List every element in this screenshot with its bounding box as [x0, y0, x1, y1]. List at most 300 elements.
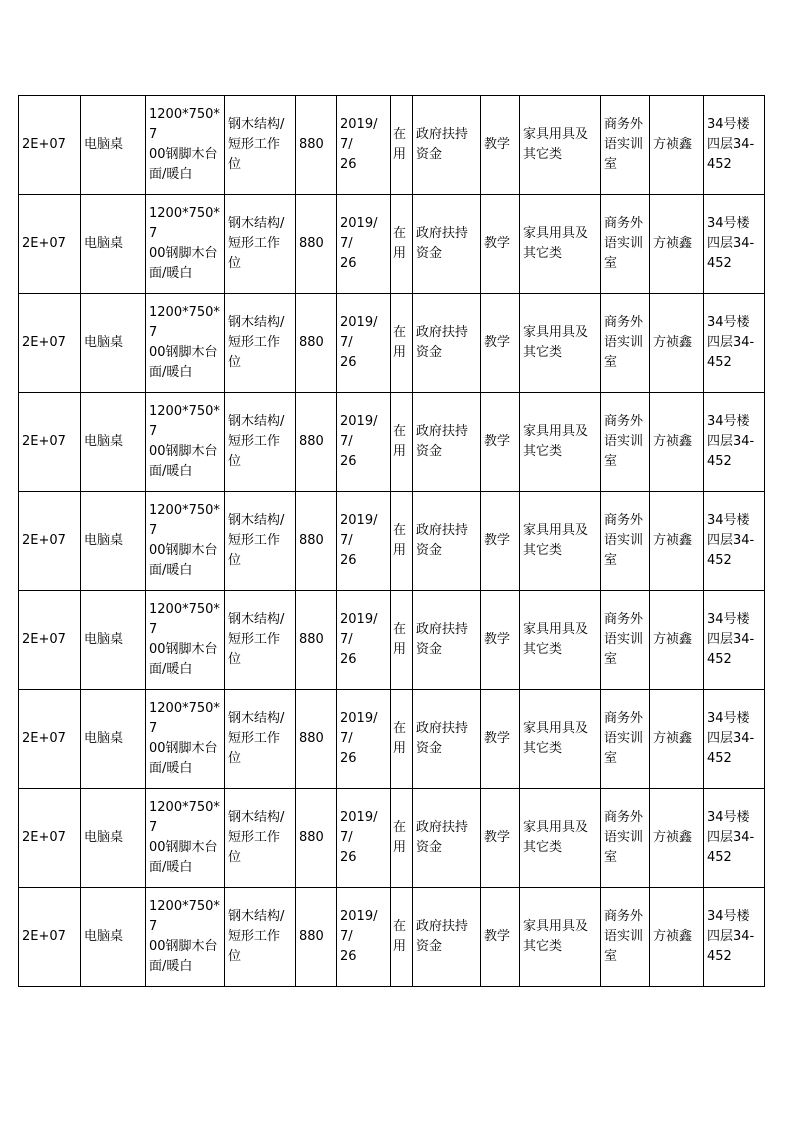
usage-status-cell-line: 用: [393, 939, 407, 954]
specification-cell-line: 00钢脚木台: [149, 642, 218, 657]
location-cell-line: 四层34-: [707, 632, 755, 647]
specification-cell-line: 1200*750*7: [149, 404, 220, 439]
funding-source-cell: [413, 690, 481, 789]
funding-source-cell-line: 政府扶持: [416, 523, 469, 538]
asset-name-cell: 电脑桌: [81, 96, 146, 195]
funding-source-cell-line: 政府扶持: [416, 226, 469, 241]
funding-source-cell: [413, 591, 481, 690]
model-cell-line: 位: [228, 454, 242, 469]
acquisition-date-cell-line: 26: [340, 454, 357, 469]
funding-source-cell-line: 资金: [416, 147, 443, 162]
custodian-cell: 方祯鑫: [650, 888, 704, 987]
department-cell-line: 室: [604, 949, 618, 964]
specification-cell-line: 1200*750*7: [149, 305, 220, 340]
location-cell: [704, 393, 765, 492]
usage-status-cell-line: 用: [393, 543, 407, 558]
department-cell-line: 商务外: [604, 612, 644, 627]
usage-status-cell-line: 在: [393, 424, 407, 439]
custodian-cell: 方祯鑫: [650, 591, 704, 690]
specification-cell-line: 面/暖白: [149, 860, 193, 875]
asset-name-cell: 电脑桌: [81, 195, 146, 294]
usage-status-cell: [391, 195, 413, 294]
department-cell-line: 语实训: [604, 335, 644, 350]
acquisition-date-cell-line: 2019/7/: [340, 711, 378, 746]
funding-source-cell-line: 资金: [416, 840, 443, 855]
specification-cell-line: 00钢脚木台: [149, 345, 218, 360]
specification-cell-line: 面/暖白: [149, 464, 193, 479]
funding-source-cell: [413, 195, 481, 294]
acquisition-date-cell-line: 26: [340, 355, 357, 370]
location-cell-line: 四层34-: [707, 929, 755, 944]
usage-status-cell-line: 在: [393, 820, 407, 835]
usage-status-cell: [391, 690, 413, 789]
acquisition-date-cell-line: 2019/7/: [340, 414, 378, 449]
funding-source-cell: [413, 492, 481, 591]
location-cell-line: 四层34-: [707, 434, 755, 449]
model-cell-line: 钢木结构/: [228, 117, 285, 132]
usage-status-cell-line: 用: [393, 840, 407, 855]
model-cell: [225, 294, 296, 393]
table-body: [19, 96, 765, 987]
category-cell-line: 家具用具及: [523, 424, 589, 439]
location-cell-line: 四层34-: [707, 830, 755, 845]
usage-status-cell-line: 在: [393, 721, 407, 736]
location-cell-line: 452: [707, 553, 732, 568]
location-cell: [704, 96, 765, 195]
location-cell-line: 452: [707, 751, 732, 766]
usage-direction-cell: 教学: [481, 492, 520, 591]
usage-status-cell-line: 用: [393, 345, 407, 360]
specification-cell: [146, 294, 225, 393]
usage-direction-cell: 教学: [481, 789, 520, 888]
acquisition-date-cell: [337, 294, 391, 393]
location-cell-line: 34号楼: [707, 216, 750, 231]
specification-cell-line: 面/暖白: [149, 761, 193, 776]
usage-status-cell: [391, 96, 413, 195]
acquisition-date-cell: [337, 393, 391, 492]
acquisition-date-cell-line: 2019/7/: [340, 513, 378, 548]
category-cell-line: 其它类: [523, 246, 563, 261]
department-cell: [601, 96, 650, 195]
category-cell-line: 其它类: [523, 543, 563, 558]
unit-price-cell: 880: [296, 96, 337, 195]
table-row: [19, 690, 765, 789]
funding-source-cell: [413, 96, 481, 195]
location-cell-line: 452: [707, 454, 732, 469]
usage-status-cell: [391, 492, 413, 591]
funding-source-cell-line: 政府扶持: [416, 820, 469, 835]
department-cell-line: 语实训: [604, 434, 644, 449]
unit-price-cell: 880: [296, 492, 337, 591]
acquisition-date-cell-line: 26: [340, 949, 357, 964]
location-cell-line: 34号楼: [707, 513, 750, 528]
location-cell-line: 四层34-: [707, 335, 755, 350]
location-cell: [704, 690, 765, 789]
acquisition-date-cell: [337, 96, 391, 195]
model-cell: [225, 591, 296, 690]
model-cell-line: 位: [228, 949, 242, 964]
custodian-cell: 方祯鑫: [650, 789, 704, 888]
custodian-cell: 方祯鑫: [650, 96, 704, 195]
model-cell: [225, 393, 296, 492]
department-cell: [601, 591, 650, 690]
table-row: [19, 591, 765, 690]
usage-status-cell-line: 在: [393, 127, 407, 142]
model-cell: [225, 690, 296, 789]
location-cell-line: 34号楼: [707, 810, 750, 825]
asset-name-cell: 电脑桌: [81, 294, 146, 393]
acquisition-date-cell-line: 26: [340, 157, 357, 172]
funding-source-cell-line: 资金: [416, 345, 443, 360]
department-cell-line: 商务外: [604, 216, 644, 231]
model-cell-line: 短形工作: [228, 434, 281, 449]
department-cell-line: 室: [604, 751, 618, 766]
department-cell-line: 商务外: [604, 810, 644, 825]
acquisition-date-cell: [337, 492, 391, 591]
acquisition-date-cell: [337, 591, 391, 690]
location-cell: [704, 195, 765, 294]
asset-code-cell: 2E+07: [19, 492, 81, 591]
location-cell-line: 452: [707, 652, 732, 667]
acquisition-date-cell-line: 2019/7/: [340, 117, 378, 152]
category-cell-line: 其它类: [523, 147, 563, 162]
funding-source-cell-line: 资金: [416, 246, 443, 261]
model-cell-line: 钢木结构/: [228, 612, 285, 627]
unit-price-cell: 880: [296, 591, 337, 690]
specification-cell-line: 00钢脚木台: [149, 840, 218, 855]
funding-source-cell-line: 政府扶持: [416, 919, 469, 934]
model-cell-line: 位: [228, 751, 242, 766]
department-cell-line: 语实训: [604, 731, 644, 746]
category-cell: [520, 690, 601, 789]
model-cell: [225, 888, 296, 987]
specification-cell-line: 00钢脚木台: [149, 444, 218, 459]
asset-code-cell: 2E+07: [19, 591, 81, 690]
department-cell-line: 室: [604, 157, 618, 172]
asset-name-cell: 电脑桌: [81, 393, 146, 492]
usage-status-cell: [391, 294, 413, 393]
usage-status-cell: [391, 789, 413, 888]
department-cell-line: 室: [604, 553, 618, 568]
location-cell-line: 34号楼: [707, 315, 750, 330]
department-cell: [601, 393, 650, 492]
model-cell-line: 位: [228, 652, 242, 667]
model-cell-line: 位: [228, 850, 242, 865]
category-cell: [520, 195, 601, 294]
asset-name-cell: 电脑桌: [81, 789, 146, 888]
department-cell-line: 商务外: [604, 909, 644, 924]
usage-status-cell: [391, 393, 413, 492]
model-cell-line: 钢木结构/: [228, 315, 285, 330]
location-cell: [704, 294, 765, 393]
model-cell-line: 钢木结构/: [228, 414, 285, 429]
category-cell: [520, 888, 601, 987]
funding-source-cell-line: 资金: [416, 939, 443, 954]
category-cell: [520, 789, 601, 888]
usage-status-cell-line: 在: [393, 622, 407, 637]
location-cell-line: 34号楼: [707, 612, 750, 627]
funding-source-cell-line: 政府扶持: [416, 325, 469, 340]
model-cell-line: 位: [228, 256, 242, 271]
usage-direction-cell: 教学: [481, 195, 520, 294]
department-cell-line: 商务外: [604, 513, 644, 528]
usage-status-cell-line: 用: [393, 642, 407, 657]
asset-code-cell: 2E+07: [19, 690, 81, 789]
specification-cell-line: 面/暖白: [149, 563, 193, 578]
model-cell-line: 钢木结构/: [228, 810, 285, 825]
custodian-cell: 方祯鑫: [650, 294, 704, 393]
specification-cell-line: 1200*750*7: [149, 503, 220, 538]
usage-direction-cell: 教学: [481, 591, 520, 690]
custodian-cell: 方祯鑫: [650, 690, 704, 789]
table-row: [19, 294, 765, 393]
funding-source-cell: [413, 294, 481, 393]
department-cell-line: 商务外: [604, 315, 644, 330]
acquisition-date-cell-line: 2019/7/: [340, 612, 378, 647]
location-cell-line: 四层34-: [707, 236, 755, 251]
department-cell-line: 语实训: [604, 632, 644, 647]
funding-source-cell-line: 资金: [416, 543, 443, 558]
model-cell-line: 钢木结构/: [228, 711, 285, 726]
unit-price-cell: 880: [296, 789, 337, 888]
location-cell: [704, 492, 765, 591]
model-cell: [225, 789, 296, 888]
location-cell-line: 452: [707, 850, 732, 865]
usage-status-cell-line: 在: [393, 523, 407, 538]
department-cell-line: 商务外: [604, 117, 644, 132]
usage-direction-cell: 教学: [481, 690, 520, 789]
category-cell-line: 家具用具及: [523, 721, 589, 736]
category-cell-line: 家具用具及: [523, 820, 589, 835]
acquisition-date-cell-line: 2019/7/: [340, 810, 378, 845]
category-cell-line: 其它类: [523, 741, 563, 756]
category-cell-line: 其它类: [523, 444, 563, 459]
location-cell-line: 34号楼: [707, 909, 750, 924]
asset-code-cell: 2E+07: [19, 888, 81, 987]
funding-source-cell-line: 政府扶持: [416, 622, 469, 637]
specification-cell-line: 面/暖白: [149, 365, 193, 380]
asset-name-cell: 电脑桌: [81, 591, 146, 690]
category-cell-line: 家具用具及: [523, 523, 589, 538]
department-cell-line: 室: [604, 454, 618, 469]
asset-table: [18, 95, 765, 987]
model-cell-line: 钢木结构/: [228, 216, 285, 231]
funding-source-cell-line: 政府扶持: [416, 127, 469, 142]
usage-status-cell-line: 在: [393, 919, 407, 934]
table-row: [19, 96, 765, 195]
acquisition-date-cell-line: 26: [340, 850, 357, 865]
specification-cell: [146, 690, 225, 789]
department-cell-line: 室: [604, 355, 618, 370]
specification-cell-line: 00钢脚木台: [149, 741, 218, 756]
model-cell-line: 短形工作: [228, 830, 281, 845]
category-cell-line: 家具用具及: [523, 325, 589, 340]
specification-cell-line: 00钢脚木台: [149, 939, 218, 954]
location-cell-line: 34号楼: [707, 117, 750, 132]
model-cell-line: 短形工作: [228, 731, 281, 746]
usage-status-cell: [391, 888, 413, 987]
model-cell-line: 钢木结构/: [228, 909, 285, 924]
funding-source-cell: [413, 888, 481, 987]
model-cell-line: 位: [228, 553, 242, 568]
location-cell-line: 34号楼: [707, 711, 750, 726]
usage-direction-cell: 教学: [481, 393, 520, 492]
unit-price-cell: 880: [296, 690, 337, 789]
category-cell-line: 其它类: [523, 840, 563, 855]
category-cell-line: 其它类: [523, 939, 563, 954]
model-cell-line: 钢木结构/: [228, 513, 285, 528]
usage-status-cell-line: 用: [393, 246, 407, 261]
acquisition-date-cell: [337, 789, 391, 888]
specification-cell-line: 1200*750*7: [149, 899, 220, 934]
specification-cell-line: 面/暖白: [149, 167, 193, 182]
custodian-cell: 方祯鑫: [650, 393, 704, 492]
location-cell-line: 452: [707, 256, 732, 271]
asset-code-cell: 2E+07: [19, 789, 81, 888]
acquisition-date-cell: [337, 195, 391, 294]
acquisition-date-cell-line: 2019/7/: [340, 216, 378, 251]
location-cell: [704, 591, 765, 690]
specification-cell-line: 面/暖白: [149, 266, 193, 281]
funding-source-cell: [413, 789, 481, 888]
location-cell-line: 452: [707, 949, 732, 964]
asset-code-cell: 2E+07: [19, 294, 81, 393]
model-cell: [225, 492, 296, 591]
funding-source-cell: [413, 393, 481, 492]
department-cell-line: 室: [604, 652, 618, 667]
acquisition-date-cell-line: 26: [340, 553, 357, 568]
table-row: [19, 195, 765, 294]
model-cell-line: 短形工作: [228, 137, 281, 152]
custodian-cell: 方祯鑫: [650, 492, 704, 591]
usage-direction-cell: 教学: [481, 888, 520, 987]
department-cell: [601, 492, 650, 591]
usage-status-cell-line: 用: [393, 444, 407, 459]
funding-source-cell-line: 资金: [416, 642, 443, 657]
category-cell-line: 其它类: [523, 345, 563, 360]
department-cell-line: 语实训: [604, 830, 644, 845]
specification-cell-line: 面/暖白: [149, 959, 193, 974]
asset-code-cell: 2E+07: [19, 393, 81, 492]
department-cell-line: 语实训: [604, 137, 644, 152]
department-cell-line: 商务外: [604, 711, 644, 726]
model-cell: [225, 195, 296, 294]
model-cell: [225, 96, 296, 195]
specification-cell: [146, 195, 225, 294]
specification-cell-line: 00钢脚木台: [149, 543, 218, 558]
category-cell: [520, 96, 601, 195]
asset-name-cell: 电脑桌: [81, 492, 146, 591]
model-cell-line: 位: [228, 355, 242, 370]
category-cell-line: 家具用具及: [523, 919, 589, 934]
category-cell-line: 家具用具及: [523, 226, 589, 241]
acquisition-date-cell-line: 26: [340, 652, 357, 667]
funding-source-cell-line: 资金: [416, 444, 443, 459]
model-cell-line: 短形工作: [228, 929, 281, 944]
department-cell-line: 室: [604, 256, 618, 271]
unit-price-cell: 880: [296, 888, 337, 987]
acquisition-date-cell-line: 26: [340, 751, 357, 766]
unit-price-cell: 880: [296, 195, 337, 294]
category-cell-line: 其它类: [523, 642, 563, 657]
table-row: [19, 789, 765, 888]
department-cell: [601, 789, 650, 888]
specification-cell-line: 00钢脚木台: [149, 246, 218, 261]
category-cell-line: 家具用具及: [523, 622, 589, 637]
category-cell: [520, 393, 601, 492]
location-cell-line: 四层34-: [707, 731, 755, 746]
acquisition-date-cell: [337, 888, 391, 987]
specification-cell-line: 1200*750*7: [149, 206, 220, 241]
specification-cell: [146, 492, 225, 591]
specification-cell: [146, 888, 225, 987]
department-cell-line: 商务外: [604, 414, 644, 429]
specification-cell-line: 00钢脚木台: [149, 147, 218, 162]
location-cell: [704, 888, 765, 987]
specification-cell-line: 1200*750*7: [149, 602, 220, 637]
specification-cell-line: 1200*750*7: [149, 800, 220, 835]
asset-code-cell: 2E+07: [19, 195, 81, 294]
category-cell: [520, 492, 601, 591]
location-cell: [704, 789, 765, 888]
department-cell-line: 语实训: [604, 929, 644, 944]
location-cell-line: 452: [707, 355, 732, 370]
model-cell-line: 位: [228, 157, 242, 172]
table-row: [19, 492, 765, 591]
acquisition-date-cell-line: 26: [340, 256, 357, 271]
specification-cell-line: 1200*750*7: [149, 107, 220, 142]
specification-cell-line: 面/暖白: [149, 662, 193, 677]
funding-source-cell-line: 资金: [416, 741, 443, 756]
usage-status-cell: [391, 591, 413, 690]
table-row: [19, 393, 765, 492]
usage-direction-cell: 教学: [481, 294, 520, 393]
department-cell: [601, 294, 650, 393]
category-cell: [520, 591, 601, 690]
unit-price-cell: 880: [296, 294, 337, 393]
usage-direction-cell: 教学: [481, 96, 520, 195]
custodian-cell: 方祯鑫: [650, 195, 704, 294]
department-cell-line: 语实训: [604, 533, 644, 548]
specification-cell: [146, 393, 225, 492]
model-cell-line: 短形工作: [228, 632, 281, 647]
location-cell-line: 34号楼: [707, 414, 750, 429]
specification-cell-line: 1200*750*7: [149, 701, 220, 736]
funding-source-cell-line: 政府扶持: [416, 721, 469, 736]
usage-status-cell-line: 在: [393, 226, 407, 241]
model-cell-line: 短形工作: [228, 335, 281, 350]
table-row: [19, 888, 765, 987]
department-cell: [601, 888, 650, 987]
model-cell-line: 短形工作: [228, 236, 281, 251]
department-cell: [601, 195, 650, 294]
usage-status-cell-line: 用: [393, 741, 407, 756]
unit-price-cell: 880: [296, 393, 337, 492]
usage-status-cell-line: 用: [393, 147, 407, 162]
category-cell: [520, 294, 601, 393]
asset-name-cell: 电脑桌: [81, 690, 146, 789]
department-cell: [601, 690, 650, 789]
acquisition-date-cell: [337, 690, 391, 789]
usage-status-cell-line: 在: [393, 325, 407, 340]
location-cell-line: 四层34-: [707, 137, 755, 152]
model-cell-line: 短形工作: [228, 533, 281, 548]
asset-code-cell: 2E+07: [19, 96, 81, 195]
acquisition-date-cell-line: 2019/7/: [340, 315, 378, 350]
specification-cell: [146, 591, 225, 690]
asset-name-cell: 电脑桌: [81, 888, 146, 987]
funding-source-cell-line: 政府扶持: [416, 424, 469, 439]
